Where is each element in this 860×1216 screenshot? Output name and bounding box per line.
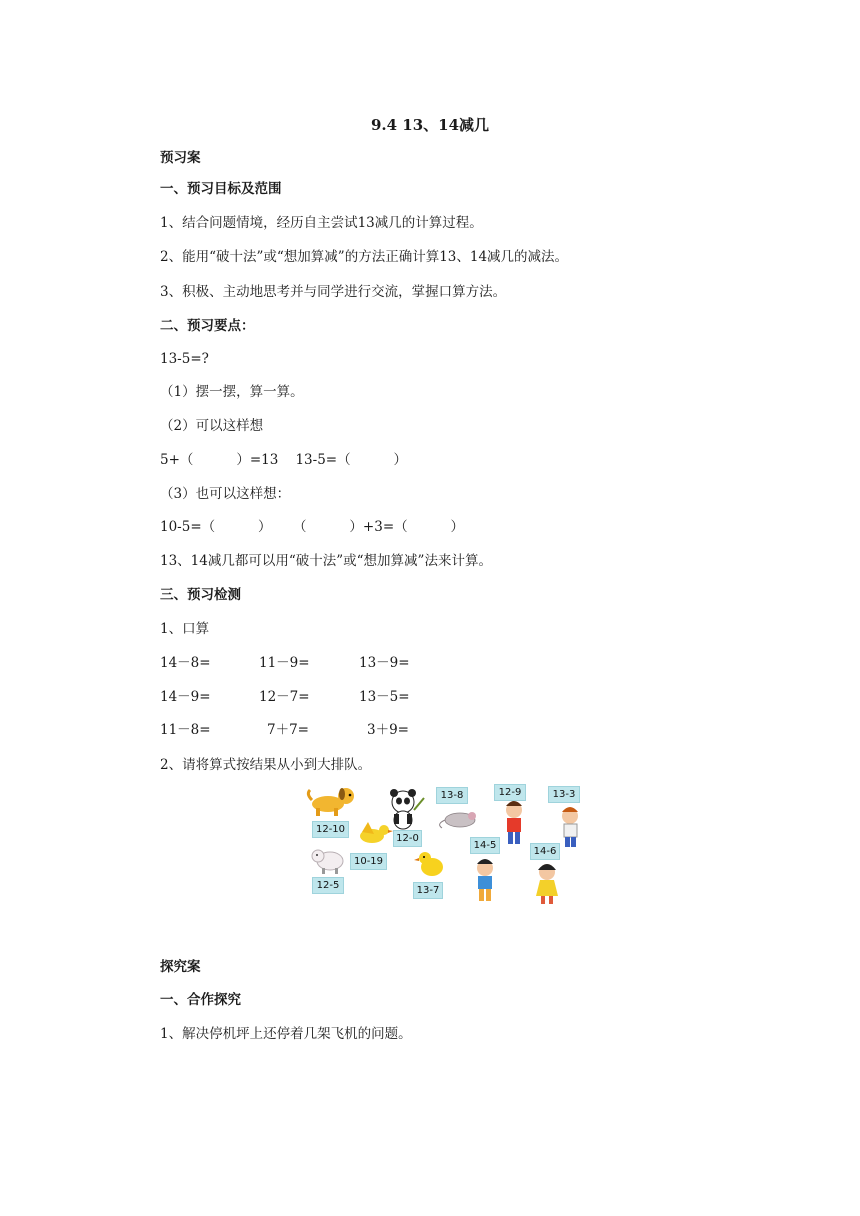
point-line: 10-5=（ ） （ ）+3=（ ） <box>160 519 465 535</box>
goal-item: 1、结合问题情境，经历自主尝试13减几的计算过程。 <box>160 215 483 231</box>
oral-cell: 3＋9= <box>367 722 409 738</box>
point-line: 5+（ ）=13 13-5=（ ） <box>160 452 408 468</box>
section-preview-heading: 预习案 <box>160 150 201 166</box>
point-line: （3）也可以这样想： <box>160 486 291 502</box>
page-title: 9.4 13、14减几 <box>370 116 490 134</box>
expression-tag: 12-9 <box>494 784 526 801</box>
expression-tag: 14-5 <box>470 837 500 854</box>
sorting-illustration <box>302 782 588 910</box>
chick-icon <box>414 852 443 876</box>
expression-tag: 14-6 <box>530 843 560 860</box>
bird-icon <box>360 822 393 843</box>
point-line: （1）摆一摆，算一算。 <box>160 384 304 400</box>
oral-heading: 1、口算 <box>160 621 210 637</box>
oral-cell: 12－7= <box>259 689 310 705</box>
expression-tag: 12-10 <box>312 821 349 838</box>
expression-tag: 13-3 <box>548 786 580 803</box>
oral-cell: 13－5= <box>359 689 410 705</box>
points-heading: 二、预习要点： <box>160 318 255 334</box>
coop-heading: 一、合作探究 <box>160 992 241 1008</box>
goals-heading: 一、预习目标及范围 <box>160 181 282 197</box>
check-heading: 三、预习检测 <box>160 587 241 603</box>
expression-tag: 12-5 <box>312 877 344 894</box>
expression-tag: 13-7 <box>413 882 443 899</box>
point-line: （2）可以这样想 <box>160 418 264 434</box>
boy-icon <box>506 801 522 844</box>
expression-tag: 13-8 <box>436 787 468 804</box>
oral-cell: 11－9= <box>259 655 310 671</box>
sheep-icon <box>312 850 343 874</box>
goal-item: 3、积极、主动地思考并与同学进行交流，掌握口算方法。 <box>160 284 507 300</box>
point-line: 13、14减几都可以用“破十法”或“想加算减”法来计算。 <box>160 553 492 569</box>
coop-item: 1、解决停机坪上还停着几架飞机的问题。 <box>160 1026 412 1042</box>
panda-icon <box>390 789 424 829</box>
girl-icon <box>536 864 558 904</box>
dog-icon <box>308 788 354 816</box>
expression-tag: 10-19 <box>350 853 387 870</box>
expression-tag: 12-0 <box>393 830 422 847</box>
goal-item: 2、能用“破十法”或“想加算减”的方法正确计算13、14减几的减法。 <box>160 249 569 265</box>
sort-heading: 2、请将算式按结果从小到大排队。 <box>160 757 372 773</box>
boy-icon <box>562 807 578 847</box>
boy-icon <box>477 859 493 901</box>
oral-cell: 14－9= <box>160 689 211 705</box>
mouse-icon <box>440 812 476 828</box>
oral-cell: 11－8= <box>160 722 211 738</box>
section-explore-heading: 探究案 <box>160 959 201 975</box>
oral-cell: 13－9= <box>359 655 410 671</box>
oral-cell: 14－8= <box>160 655 211 671</box>
oral-cell: 7＋7= <box>267 722 309 738</box>
point-line: 13-5=? <box>160 351 209 367</box>
